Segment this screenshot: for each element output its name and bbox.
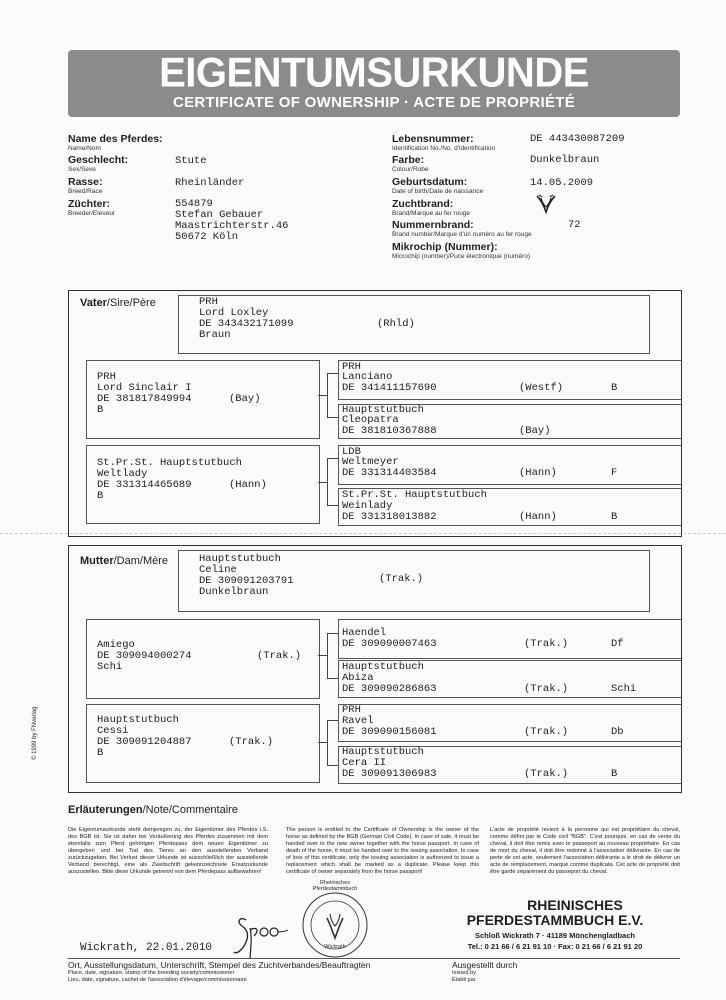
issued-by-fr: Établi par <box>452 977 476 983</box>
stamp-text: Rheinisches Pferdestammbuch <box>312 880 358 892</box>
dam-connector-2c <box>327 765 338 766</box>
document-subtitle: CERTIFICATE OF OWNERSHIP · ACTE DE PROPRIÉTÉ <box>172 94 576 111</box>
horse-name-label: Name des Pferdes: Name/Nom <box>68 133 163 152</box>
dam-connector-2b <box>327 720 338 721</box>
signature-caption: Ort, Ausstellungsdatum, Unterschrift, Stempel des Zuchtverbandes/Beauftragten <box>68 960 371 970</box>
sire-ggp-4-box: St.Pr.St. Hauptstutbuch Weinlady DE 331318013882 (Hann) B <box>338 488 681 526</box>
dam-connector-1a <box>318 655 327 656</box>
brand-mark-icon <box>535 193 557 220</box>
birth-date-value: 14.05.2009 <box>530 177 594 189</box>
signature-caption-fr: Lieu, date, signature, cachet de l'association d'élevage/commissionnaire <box>68 977 247 983</box>
sire-ggp-1-box: PRH Lanciano DE 341411157690 (Westf) B <box>338 360 681 400</box>
sire-connector-1a <box>318 395 327 396</box>
dam-ggp-1-box: Haendel DE 309090007463 (Trak.) Df <box>338 619 681 659</box>
signature-line <box>68 958 468 959</box>
colour-label: Farbe: Colour/Robe <box>392 154 429 173</box>
issued-by-label: Ausgestellt durch <box>452 960 518 970</box>
microchip-label: Mikrochip (Nummer): Microchip (number)/Puce électronique (numéro) <box>392 241 531 260</box>
org-phone: Tel.: 0 21 66 / 6 21 91 10 · Fax: 0 21 66 / 6 21 91 20 <box>467 942 643 951</box>
fold-line <box>0 533 726 534</box>
dam-connector-1 <box>327 633 328 678</box>
issued-by-en: Issued by <box>452 970 476 976</box>
breeder-number: 554879 <box>175 198 213 210</box>
document-title: EIGENTUMSURKUNDE <box>159 49 589 97</box>
org-address: Schloß Wickrath 7 · 41189 Mönchengladbach <box>475 931 635 940</box>
issuer-line <box>452 958 680 959</box>
breeder-name: Stefan Gebauer <box>175 209 264 221</box>
life-number-value: DE 443430087209 <box>530 133 625 145</box>
sire-section-label: Vater/Sire/Père <box>80 297 156 309</box>
breeder-city: 50672 Köln <box>175 231 239 243</box>
sire-ggp-2-box: Hauptstutbuch Cleopatra DE 381810367888 (Bay) <box>338 404 681 439</box>
dam-section-label: Mutter/Dam/Mère <box>80 555 169 567</box>
birth-date-label: Geburtsdatum: Date of birth/Date de naissance <box>392 176 484 195</box>
breeder-label: Züchter: Breeder/Eleveur <box>68 198 115 217</box>
dam-connector-1c <box>327 678 338 679</box>
org-name-line1: RHEINISCHES <box>527 897 623 913</box>
issue-place-date: Wickrath, 22.01.2010 <box>80 942 213 954</box>
note-english: The person is entitled to the Certificate of Ownership is the owner of the horse as defined by the BGB (German Civil Code). In case of sale, it must be handed over to the new owner together with the horse passport. In case of death of the horse, it must be handed over to the issuing association. In case of loss of this certificate, only the issuing association is authorized to issue a replacement which shall be marked as a duplicate. Please keep this certificate of owner separately from the horse passport! <box>286 827 479 875</box>
note-german: Die Eigentumsurkunde steht demjenigen zu, der Eigentümer des Pferdes i.S. des BGB ist. Sie ist daher bei Veräußerung des Pferdes zusammen mit dem ebenfalls zum Pferd gehörigen Pferdepass dem neuen Eigentümer zu übergeben und bei Tod des Tieres an den ausstellenden Verband zurückzugeben. Bei Verlust dieser Urkunde ist ausschließlich der ausstellende Verband berechtigt, eine als Zweitschrift gekennzeichnete Ersatzurkunde auszustellen. Bitte diese Urkunde getrennt von dem Pferdepass aufbewahren! <box>68 827 268 875</box>
paternal-granddam-box: St.Pr.St. Hauptstutbuch Weltlady DE 331314465689 (Hann) B <box>86 445 320 524</box>
sire-connector-2a <box>318 482 327 483</box>
dam-box: Hauptstutbuch Celine DE 309091203791 (Trak.) Dunkelbraun <box>178 550 650 612</box>
dam-ggp-2-box: Hauptstutbuch Abiza DE 309090286863 (Trak.) Schi <box>338 660 681 698</box>
sire-connector-1c <box>327 417 338 418</box>
sex-label: Geschlecht: Sex/Sexe <box>68 154 129 173</box>
copyright-text: © 1999 by FNverlag <box>32 706 38 760</box>
dam-ggp-4-box: Hauptstutbuch Cera II DE 309091306983 (Trak.) B <box>338 746 681 784</box>
dam-ggp-3-box: PRH Ravel DE 309090156081 (Trak.) Db <box>338 704 681 742</box>
life-number-label: Lebensnummer: Identification No./No. d'identification <box>392 133 496 152</box>
sire-ggp-3-box: LDB Weltmeyer DE 331314403584 (Hann) F <box>338 445 681 485</box>
dam-connector-1b <box>327 633 338 634</box>
paternal-grandsire-box: PRH Lord Sinclair I DE 381817849994 (Bay) B <box>86 360 320 439</box>
signature-caption-en: Place, date, signature, stamp of the breeding society/commissioner <box>68 970 235 976</box>
maternal-granddam-box: Hauptstutbuch Cessi DE 309091204887 (Trak.) B <box>86 704 320 783</box>
note-french: L'acte de propriété revient à la personne qui est propriétaire du cheval, comme défini par le Code civil "BGB". C'est pourquoi, en cas de vente du cheval, il doit être remis avec le passeport au nouveau propriétaire. En cas de mort du cheval, il doit être redonné à l'association délivrante. En cas de perte de cet acte, seulement l'association délivrante a le droit de délivrer un acte de remplacement, marqué comme duplicata. Cet acte de propriété doit être gardé séparément du passeport du cheval. <box>490 827 680 875</box>
stamp-bottom-text: Wickrath <box>324 944 346 950</box>
dam-connector-2 <box>327 720 328 765</box>
sire-connector-2 <box>327 458 328 505</box>
brand-number-value: 72 <box>568 219 581 231</box>
maternal-grandsire-box: Amiego DE 309094000274 (Trak.) Schi <box>86 619 320 699</box>
sire-connector-1 <box>327 373 328 417</box>
breeder-street: Maastrichterstr.46 <box>175 220 289 232</box>
dam-connector-2a <box>318 742 327 743</box>
breed-label: Rasse: Breed/Race <box>68 176 103 195</box>
brand-label: Zuchtbrand: Brand/Marque au fer rouge <box>392 198 471 217</box>
notes-heading: Erläuterungen/Note/Commentaire <box>68 804 238 816</box>
org-name-line2: PFERDESTAMMBUCH E.V. <box>466 912 644 928</box>
breed-value: Rheinländer <box>175 177 245 189</box>
sex-value: Stute <box>175 155 207 167</box>
brand-number-label: Nummernbrand: Brand number/Marque d'un numéro au fer rouge <box>392 219 532 238</box>
colour-value: Dunkelbraun <box>530 154 600 166</box>
sire-connector-1b <box>327 373 338 374</box>
sire-connector-2c <box>327 505 338 506</box>
sire-box: PRH Lord Loxley DE 343432171099 (Rhld) Braun <box>178 295 650 354</box>
sire-connector-2b <box>327 458 338 459</box>
